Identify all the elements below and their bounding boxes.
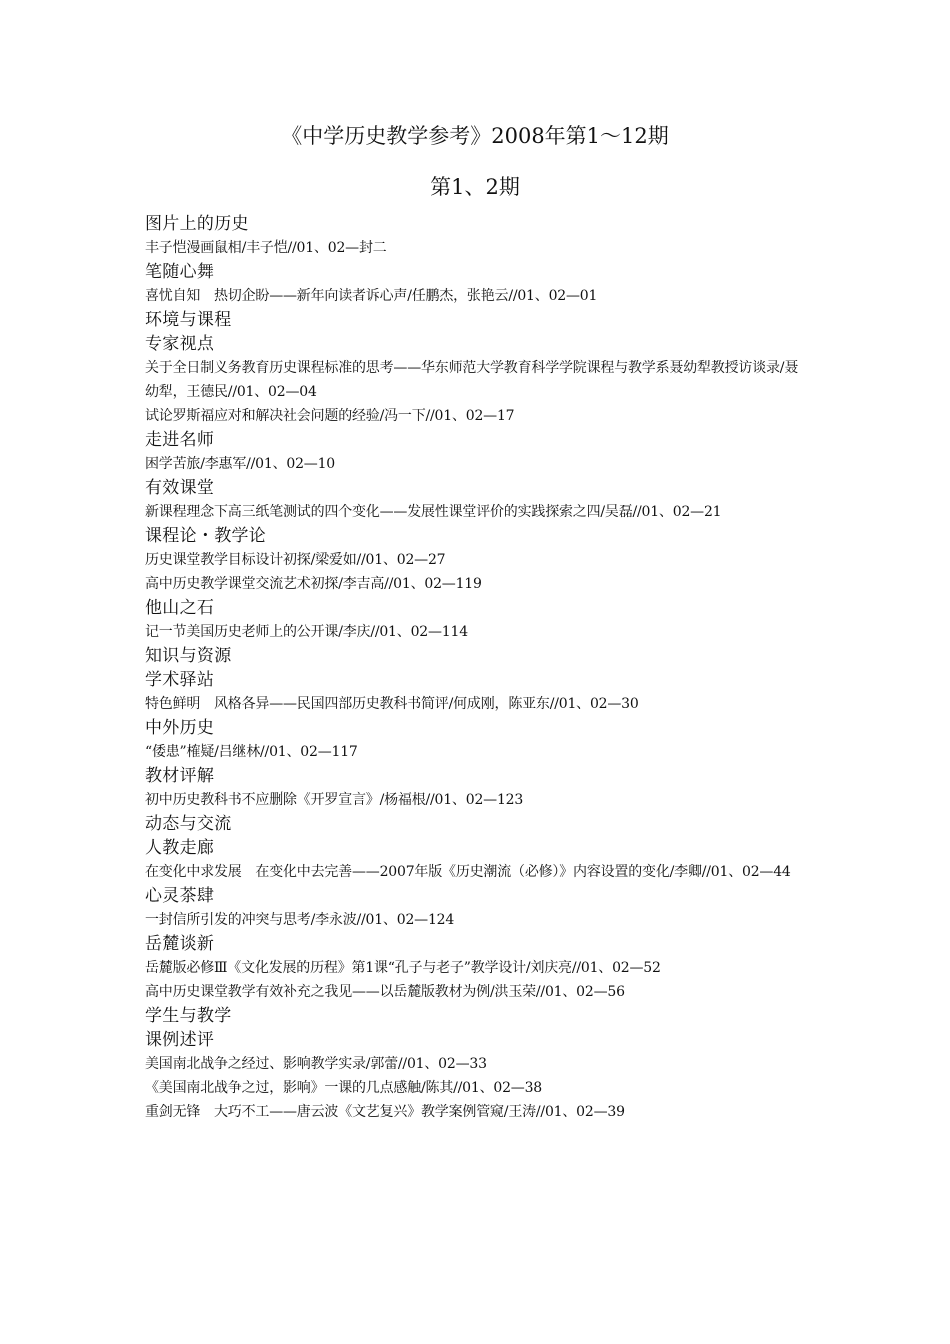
subsection-heading: 课例述评 [145,1030,215,1050]
article-entry: 历史课堂教学目标设计初探/梁爱如//01、02—27 [145,552,446,568]
article-entry: 关于全日制义务教育历史课程标准的思考——华东师范大学教育科学学院课程与教学系聂幼犁教授访谈录/聂幼犁，王德民//01、02—04 [145,360,799,400]
document-title: 《中学历史教学参考》2008年第1～12期 [281,124,669,148]
article-entry: 特色鲜明 风格各异——民国四部历史教科书简评/何成刚，陈亚东//01、02—30 [145,696,639,712]
article-entry: 一封信所引发的冲突与思考/李永波//01、02—124 [145,912,455,928]
article-entry: 丰子恺漫画鼠相/丰子恺//01、02—封二 [145,240,387,256]
article-entry: 初中历史教科书不应删除《开罗宣言》/杨福根//01、02—123 [145,792,524,808]
subsection-heading: 教材评解 [145,766,215,786]
section-heading: 知识与资源 [145,646,232,666]
article-entry: “倭患”榷疑/吕继林//01、02—117 [145,744,358,760]
article-entry: 记一节美国历史老师上的公开课/李庆//01、02—114 [145,624,468,640]
subsection-heading: 走进名师 [145,430,215,450]
section-heading: 学生与教学 [145,1006,232,1026]
article-entry: 高中历史课堂教学有效补充之我见——以岳麓版教材为例/洪玉荣//01、02—56 [145,984,625,1000]
subsection-heading: 有效课堂 [145,478,215,498]
subsection-heading: 岳麓谈新 [145,934,215,954]
article-entry: 重剑无锋 大巧不工——唐云波《文艺复兴》教学案例管窥/王涛//01、02—39 [145,1104,625,1120]
article-entry: 试论罗斯福应对和解决社会问题的经验/冯一下//01、02—17 [145,408,515,424]
table-of-contents [145,212,810,1124]
section-heading: 笔随心舞 [145,262,215,282]
article-entry: 岳麓版必修Ⅲ《文化发展的历程》第1课“孔子与老子”教学设计/刘庆亮//01、02—52 [145,960,661,976]
article-entry: 《美国南北战争之过，影响》一课的几点感触/陈其//01、02—38 [145,1080,542,1096]
article-entry: 高中历史教学课堂交流艺术初探/李吉高//01、02—119 [145,576,482,592]
subsection-heading: 中外历史 [145,718,215,738]
subsection-heading: 他山之石 [145,598,215,618]
subsection-heading: 学术驿站 [145,670,215,690]
article-entry: 困学苦旅/李惠军//01、02—10 [145,456,335,472]
article-entry: 喜忧自知 热切企盼——新年向读者诉心声/任鹏杰，张艳云//01、02—01 [145,288,598,304]
section-heading: 图片上的历史 [145,214,249,234]
section-heading: 动态与交流 [145,814,232,834]
subsection-heading: 人教走廊 [145,838,215,858]
article-entry: 在变化中求发展 在变化中去完善——2007年版《历史潮流（必修）》内容设置的变化/李卿//01、02—44 [145,864,791,880]
article-entry: 美国南北战争之经过、影响教学实录/郭蕾//01、02—33 [145,1056,487,1072]
subsection-heading: 课程论・教学论 [145,526,267,546]
issue-title: 第1、2期 [430,175,520,199]
section-heading: 环境与课程 [145,310,232,330]
subsection-heading: 专家视点 [145,334,215,354]
subsection-heading: 心灵茶肆 [145,886,215,906]
article-entry: 新课程理念下高三纸笔测试的四个变化——发展性课堂评价的实践探索之四/吴磊//01、02—21 [145,504,722,520]
